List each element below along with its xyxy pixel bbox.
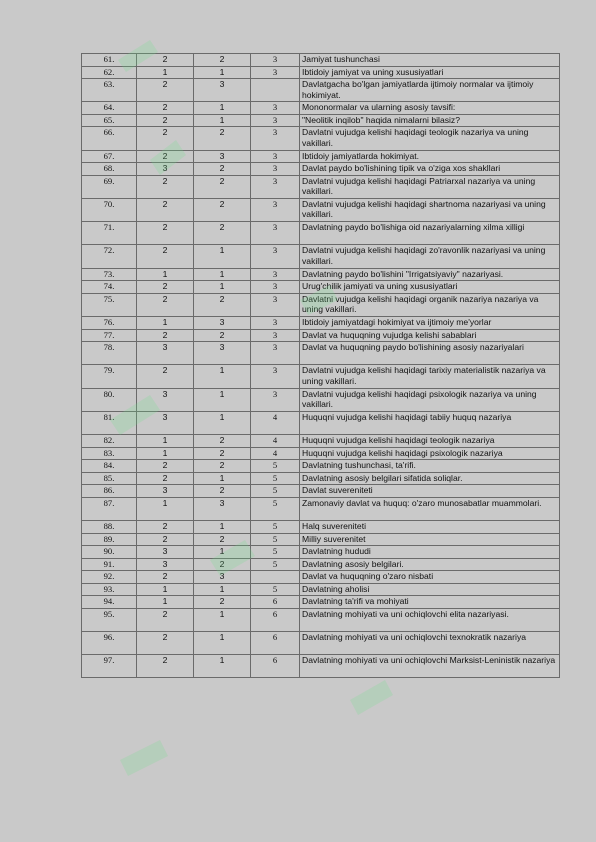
question-text: Davlatni vujudga kelishi haqidagi shartnoma nazariyasi va uning vakillari. (300, 198, 560, 221)
question-number: 81. (82, 411, 137, 434)
question-text: Davlat va huquqning paydo bo'lishining asosiy nazariyalari (300, 342, 560, 365)
difficulty-cell: 1 (137, 66, 194, 79)
question-number: 75. (82, 293, 137, 316)
level-cell: 1 (194, 102, 251, 115)
level-cell: 2 (194, 558, 251, 571)
table-row (82, 521, 560, 534)
topic-number-cell: 3 (251, 245, 300, 268)
question-text: Huquqni vujudga kelishi haqidagi psixologik nazariya (300, 447, 560, 460)
difficulty-cell: 2 (137, 281, 194, 294)
table-row (82, 388, 560, 411)
difficulty-cell: 1 (137, 447, 194, 460)
table-row (82, 127, 560, 150)
difficulty-cell: 1 (137, 497, 194, 520)
question-text: Halq suvereniteti (300, 521, 560, 534)
difficulty-cell: 3 (137, 163, 194, 176)
question-number: 70. (82, 198, 137, 221)
level-cell: 1 (194, 114, 251, 127)
level-cell: 2 (194, 222, 251, 245)
question-text: Mononormalar va ularning asosiy tavsifi: (300, 102, 560, 115)
level-cell: 1 (194, 245, 251, 268)
question-number: 90. (82, 546, 137, 559)
difficulty-cell: 2 (137, 608, 194, 631)
topic-number-cell: 5 (251, 558, 300, 571)
level-cell: 1 (194, 66, 251, 79)
table-row (82, 114, 560, 127)
topic-number-cell: 5 (251, 546, 300, 559)
question-number: 67. (82, 150, 137, 163)
question-text: Ibtidoiy jamiyatdagi hokimiyat va ijtimoiy me'yorlar (300, 317, 560, 330)
table-row (82, 163, 560, 176)
questions-table (81, 53, 560, 678)
topic-number-cell: 3 (251, 329, 300, 342)
question-number: 80. (82, 388, 137, 411)
topic-number-cell: 3 (251, 388, 300, 411)
level-cell: 3 (194, 317, 251, 330)
question-text: Huquqni vujudga kelishi haqidagi tabiiy huquq nazariya (300, 411, 560, 434)
table-row (82, 281, 560, 294)
topic-number-cell: 3 (251, 163, 300, 176)
level-cell: 2 (194, 460, 251, 473)
level-cell: 1 (194, 583, 251, 596)
question-number: 69. (82, 175, 137, 198)
question-number: 63. (82, 79, 137, 102)
questions-table-body (82, 54, 560, 678)
table-row (82, 472, 560, 485)
topic-number-cell: 3 (251, 281, 300, 294)
topic-number-cell: 3 (251, 365, 300, 388)
level-cell: 2 (194, 127, 251, 150)
question-text: Davlatning tushunchasi, ta'rifi. (300, 460, 560, 473)
question-number: 86. (82, 485, 137, 498)
question-number: 76. (82, 317, 137, 330)
topic-number-cell: 6 (251, 596, 300, 609)
topic-number-cell: 3 (251, 198, 300, 221)
difficulty-cell: 2 (137, 79, 194, 102)
table-row (82, 546, 560, 559)
question-text: Davlatni vujudga kelishi haqidagi tarixiy materialistik nazariya va uning vakillari. (300, 365, 560, 388)
topic-number-cell: 5 (251, 583, 300, 596)
difficulty-cell: 2 (137, 245, 194, 268)
question-number: 66. (82, 127, 137, 150)
topic-number-cell: 3 (251, 66, 300, 79)
question-number: 77. (82, 329, 137, 342)
difficulty-cell: 2 (137, 114, 194, 127)
level-cell: 2 (194, 329, 251, 342)
question-number: 84. (82, 460, 137, 473)
table-row (82, 631, 560, 654)
question-text: Davlatning asosiy belgilari sifatida soliqlar. (300, 472, 560, 485)
question-text: Davlatning aholisi (300, 583, 560, 596)
topic-number-cell: 3 (251, 175, 300, 198)
question-number: 95. (82, 608, 137, 631)
question-text: Zamonaviy davlat va huquq: o'zaro munosabatlar muammolari. (300, 497, 560, 520)
table-row (82, 54, 560, 67)
topic-number-cell: 5 (251, 472, 300, 485)
difficulty-cell: 2 (137, 533, 194, 546)
level-cell: 1 (194, 521, 251, 534)
question-number: 61. (82, 54, 137, 67)
question-text: Huquqni vujudga kelishi haqidagi teologik nazariya (300, 435, 560, 448)
question-text: Davlatning ta'rifi va mohiyati (300, 596, 560, 609)
level-cell: 1 (194, 388, 251, 411)
question-text: Davlatning mohiyati va uni ochiqlovchi elita nazariyasi. (300, 608, 560, 631)
topic-number-cell: 3 (251, 127, 300, 150)
difficulty-cell: 1 (137, 435, 194, 448)
table-row (82, 411, 560, 434)
level-cell: 1 (194, 365, 251, 388)
question-text: Davlatning hududi (300, 546, 560, 559)
topic-number-cell: 3 (251, 102, 300, 115)
topic-number-cell: 3 (251, 342, 300, 365)
table-row (82, 317, 560, 330)
table-row (82, 342, 560, 365)
question-number: 79. (82, 365, 137, 388)
difficulty-cell: 1 (137, 583, 194, 596)
table-row (82, 175, 560, 198)
topic-number-cell: 6 (251, 655, 300, 678)
question-text: Davlat paydo bo'lishining tipik va o'ziga xos shakllari (300, 163, 560, 176)
question-text: Davlatni vujudga kelishi haqidagi psixologik nazariya va uning vakillari. (300, 388, 560, 411)
level-cell: 2 (194, 198, 251, 221)
question-number: 94. (82, 596, 137, 609)
difficulty-cell: 3 (137, 342, 194, 365)
question-text: "Neolitik inqilob" haqida nimalarni bilasiz? (300, 114, 560, 127)
level-cell: 1 (194, 472, 251, 485)
table-row (82, 102, 560, 115)
level-cell: 3 (194, 79, 251, 102)
table-row (82, 329, 560, 342)
topic-number-cell: 3 (251, 293, 300, 316)
level-cell: 2 (194, 54, 251, 67)
topic-number-cell (251, 79, 300, 102)
level-cell: 1 (194, 546, 251, 559)
difficulty-cell: 2 (137, 127, 194, 150)
level-cell: 3 (194, 150, 251, 163)
question-text: Davlatni vujudga kelishi haqidagi Patriarxal nazariya va uning vakillari. (300, 175, 560, 198)
table-row (82, 485, 560, 498)
difficulty-cell: 2 (137, 102, 194, 115)
level-cell: 1 (194, 268, 251, 281)
table-row (82, 497, 560, 520)
difficulty-cell: 2 (137, 460, 194, 473)
question-text: Milliy suverenitet (300, 533, 560, 546)
table-row (82, 447, 560, 460)
difficulty-cell: 2 (137, 293, 194, 316)
topic-number-cell (251, 571, 300, 584)
question-text: Davlatning paydo bo'lishini "Irrigatsiyaviy" nazariyasi. (300, 268, 560, 281)
table-row (82, 222, 560, 245)
difficulty-cell: 3 (137, 411, 194, 434)
table-row (82, 245, 560, 268)
table-row (82, 293, 560, 316)
difficulty-cell: 2 (137, 329, 194, 342)
table-row (82, 268, 560, 281)
table-row (82, 79, 560, 102)
question-text: Davlat suvereniteti (300, 485, 560, 498)
question-text: Davlatning mohiyati va uni ochiqlovchi texnokratik nazariya (300, 631, 560, 654)
question-text: Urug'chilik jamiyati va uning xususiyatlari (300, 281, 560, 294)
topic-number-cell: 6 (251, 631, 300, 654)
question-number: 82. (82, 435, 137, 448)
topic-number-cell: 3 (251, 268, 300, 281)
question-number: 65. (82, 114, 137, 127)
table-row (82, 365, 560, 388)
question-number: 87. (82, 497, 137, 520)
topic-number-cell: 5 (251, 460, 300, 473)
question-text: Davlatni vujudga kelishi haqidagi teologik nazariya va uning vakillari. (300, 127, 560, 150)
level-cell: 3 (194, 342, 251, 365)
level-cell: 2 (194, 447, 251, 460)
question-number: 96. (82, 631, 137, 654)
table-row (82, 435, 560, 448)
question-number: 64. (82, 102, 137, 115)
table-row (82, 460, 560, 473)
level-cell: 2 (194, 533, 251, 546)
difficulty-cell: 1 (137, 596, 194, 609)
difficulty-cell: 2 (137, 150, 194, 163)
question-number: 97. (82, 655, 137, 678)
topic-number-cell: 4 (251, 411, 300, 434)
question-text: Davlatgacha bo'lgan jamiyatlarda ijtimoiy normalar va ijtimoiy hokimiyat. (300, 79, 560, 102)
table-row (82, 66, 560, 79)
question-text: Davlatni vujudga kelishi haqidagi organik nazariya nazariya va uning vakillari. (300, 293, 560, 316)
difficulty-cell: 2 (137, 365, 194, 388)
question-text: Ibtidoiy jamiyatlarda hokimiyat. (300, 150, 560, 163)
question-number: 92. (82, 571, 137, 584)
question-number: 89. (82, 533, 137, 546)
level-cell: 1 (194, 655, 251, 678)
question-number: 88. (82, 521, 137, 534)
question-number: 68. (82, 163, 137, 176)
difficulty-cell: 3 (137, 388, 194, 411)
table-row (82, 198, 560, 221)
difficulty-cell: 2 (137, 198, 194, 221)
question-text: Davlat va huquqning o'zaro nisbati (300, 571, 560, 584)
difficulty-cell: 2 (137, 54, 194, 67)
topic-number-cell: 4 (251, 447, 300, 460)
question-text: Jamiyat tushunchasi (300, 54, 560, 67)
difficulty-cell: 2 (137, 521, 194, 534)
table-row (82, 608, 560, 631)
difficulty-cell: 2 (137, 571, 194, 584)
level-cell: 2 (194, 163, 251, 176)
difficulty-cell: 3 (137, 485, 194, 498)
difficulty-cell: 2 (137, 175, 194, 198)
level-cell: 2 (194, 485, 251, 498)
level-cell: 1 (194, 631, 251, 654)
question-number: 93. (82, 583, 137, 596)
level-cell: 1 (194, 411, 251, 434)
question-number: 83. (82, 447, 137, 460)
topic-number-cell: 5 (251, 533, 300, 546)
difficulty-cell: 1 (137, 268, 194, 281)
table-row (82, 655, 560, 678)
level-cell: 1 (194, 608, 251, 631)
table-row (82, 533, 560, 546)
difficulty-cell: 2 (137, 222, 194, 245)
level-cell: 2 (194, 596, 251, 609)
table-row (82, 150, 560, 163)
topic-number-cell: 3 (251, 54, 300, 67)
table-row (82, 571, 560, 584)
topic-number-cell: 4 (251, 435, 300, 448)
level-cell: 2 (194, 175, 251, 198)
topic-number-cell: 3 (251, 114, 300, 127)
table-row (82, 596, 560, 609)
question-text: Davlatni vujudga kelishi haqidagi zo'ravonlik nazariyasi va uning vakillari. (300, 245, 560, 268)
table-row (82, 558, 560, 571)
question-text: Davlatning asosiy belgilari. (300, 558, 560, 571)
difficulty-cell: 3 (137, 546, 194, 559)
topic-number-cell: 6 (251, 608, 300, 631)
question-number: 74. (82, 281, 137, 294)
question-text: Ibtidoiy jamiyat va uning xususiyatlari (300, 66, 560, 79)
question-number: 78. (82, 342, 137, 365)
question-number: 62. (82, 66, 137, 79)
question-text: Davlatning paydo bo'lishiga oid nazariyalarning xilma xilligi (300, 222, 560, 245)
level-cell: 3 (194, 497, 251, 520)
level-cell: 3 (194, 571, 251, 584)
question-number: 85. (82, 472, 137, 485)
topic-number-cell: 3 (251, 317, 300, 330)
question-text: Davlat va huquqning vujudga kelishi sabablari (300, 329, 560, 342)
difficulty-cell: 1 (137, 317, 194, 330)
question-text: Davlatning mohiyati va uni ochiqlovchi Marksist-Leninistik nazariya (300, 655, 560, 678)
difficulty-cell: 2 (137, 655, 194, 678)
question-number: 91. (82, 558, 137, 571)
topic-number-cell: 5 (251, 485, 300, 498)
level-cell: 2 (194, 435, 251, 448)
question-number: 71. (82, 222, 137, 245)
topic-number-cell: 5 (251, 497, 300, 520)
table-row (82, 583, 560, 596)
topic-number-cell: 3 (251, 222, 300, 245)
question-number: 73. (82, 268, 137, 281)
question-number: 72. (82, 245, 137, 268)
difficulty-cell: 2 (137, 631, 194, 654)
level-cell: 1 (194, 281, 251, 294)
topic-number-cell: 5 (251, 521, 300, 534)
difficulty-cell: 2 (137, 472, 194, 485)
difficulty-cell: 3 (137, 558, 194, 571)
level-cell: 2 (194, 293, 251, 316)
topic-number-cell: 3 (251, 150, 300, 163)
